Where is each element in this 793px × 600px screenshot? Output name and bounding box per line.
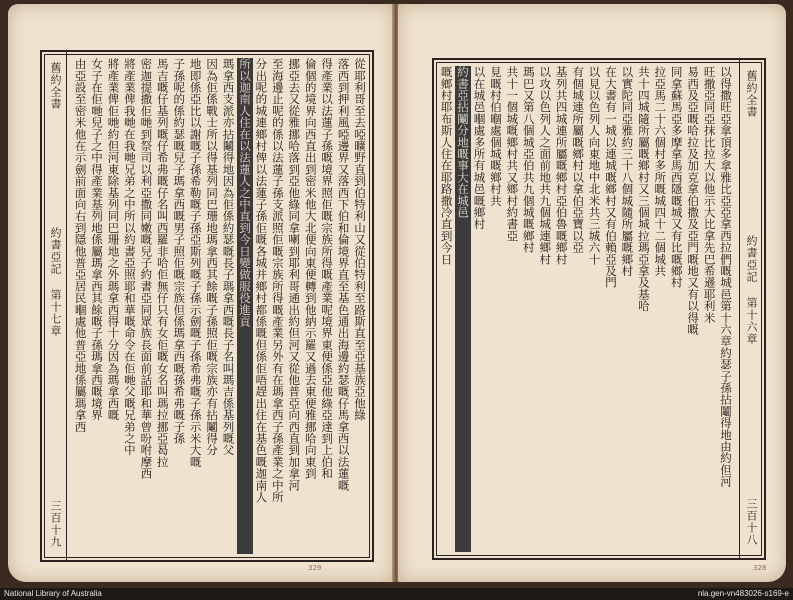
text-column: 以見以色列人向東地中北米共三城六十 bbox=[587, 66, 602, 265]
book-name: 約書亞記 bbox=[745, 235, 758, 283]
text-column: 易西及亞嘅哈拉及加克拿伯撒及亞門嘅地又有以得嘅 bbox=[686, 66, 701, 336]
running-title: 舊約全書 bbox=[49, 62, 62, 110]
text-column: 基列共四城連所屬嘅鄉村亞伯魯嘅鄉村 bbox=[554, 66, 569, 265]
text-column: 約書亞拈鬮分地嘅事大在城邑 bbox=[455, 66, 471, 552]
page-stamp-left: 329 bbox=[308, 564, 322, 572]
text-column: 以得撒旺亞拿頂多拿雅比亞亞拿西拉們嘅城邑第十六章約瑟子孫拈鬮得地由約但河 bbox=[719, 66, 733, 488]
running-book-chapter bbox=[744, 235, 758, 345]
margin-divider bbox=[739, 60, 740, 558]
text-column: 將產業俾佢哋約但河東除基列同巴珊地之外瑪拿西得十分因為瑪拿西嘅 bbox=[106, 58, 121, 421]
margin-divider bbox=[66, 52, 67, 560]
text-column: 旺撒亞同亞抹比拉大以他示大比拿先巴希遜耶利米 bbox=[702, 66, 717, 324]
running-book-chapter bbox=[48, 227, 62, 337]
text-column: 女子在佢哋兒子之中得產業基列地係屬瑪拿西其餘嘅子孫瑪拿西嘅境界 bbox=[90, 58, 104, 421]
text-column: 馬吉嘅仔基列嘅仔希弗嘅仔名叫西羅非哈佢無仔只有女佢嘅女名叫瑪拉挪亞曷拉 bbox=[155, 58, 170, 468]
text-column: 共十四城隨所屬嘅鄉村又三個城拉瑪亞拿及基哈 bbox=[636, 66, 651, 312]
text-column: 挪亞去又從雅挪哈落到亞他綠同拿喇到耶利哥通出約但河又從他普亞向西直到加拿河 bbox=[287, 58, 302, 491]
text-column: 從耶利哥至去啞曠野直到伯特利山又從伯特利至路斯直至亞基族亞他綠 bbox=[353, 58, 367, 421]
text-column: 所以迦南人住在以法蓮人之中直到今日變做服役進貢 bbox=[237, 58, 253, 554]
text-column: 落西到押利風啞邊界又落西下伯和倫境界直至基色通出海邊約瑟嘅仔馬拿西以法蓮嘅 bbox=[336, 58, 351, 491]
archive-identifier: nla.gen-vn483026-s169-e bbox=[697, 589, 789, 598]
archive-footer bbox=[0, 588, 793, 600]
chapter-label: 第十六章 bbox=[745, 297, 758, 345]
text-column: 至海邊止呢的係以法蓮子孫支派照佢嘅宗族所得嘅產業另外有在瑪拿西子孫產業之中所 bbox=[270, 58, 285, 503]
text-column: 子孫呢的係約瑟嘅兒子瑪拿西嘅男子照佢嘅宗族但係瑪拿西嘅孫希弗嘅子孫 bbox=[172, 58, 187, 445]
text-column: 有個城連所屬嘅鄉村以拿伯亞寶以亞 bbox=[571, 66, 586, 254]
right-text-columns bbox=[438, 66, 734, 552]
page-stamp-right: 328 bbox=[753, 564, 767, 572]
page-number: 三百十九 bbox=[49, 500, 62, 548]
left-text-frame bbox=[40, 50, 374, 562]
text-column: 以實陀同亞雅約三十八個城隨所屬嘅鄉村 bbox=[620, 66, 635, 277]
right-page bbox=[398, 4, 786, 582]
text-column: 得產業以法蓮子孫嘅境界照佢嘅宗族所得嘅產業呢境界東便係亞他綠亞達到上伯和 bbox=[320, 58, 335, 480]
text-column: 地即係亞比以謝嘅子孫希勒嘅子孫亞斯列嘅子孫示劍嘅子孫希弗嘅子孫示米大嘅 bbox=[188, 58, 203, 468]
text-column: 在大書有一城以連城嘅鄉村又有伯賴亞及門 bbox=[603, 66, 618, 289]
text-column: 嘅鄉村耶布斯人住在耶路撒冷直到今日 bbox=[439, 66, 454, 265]
running-title: 舊約全書 bbox=[745, 70, 758, 118]
text-column: 以攻以色列人之面前地共九個城連鄉村 bbox=[538, 66, 553, 265]
text-column: 瑪巴又第八個城亞伯共九個城嘅鄉村 bbox=[521, 66, 536, 254]
text-column: 同拿蘇馬亞多摩拿馬西隱嘅城又有比嘅鄉村 bbox=[669, 66, 684, 289]
page-number: 三百十八 bbox=[745, 498, 758, 546]
text-column: 見嘅村伯嗰處個城嘅鄉村共 bbox=[488, 66, 503, 207]
text-column: 以在城邑嗰處多所有城邑嘅鄉村 bbox=[472, 66, 487, 230]
book-name: 約書亞記 bbox=[49, 227, 62, 275]
text-column: 分出呢的城連鄉村俾以法蓮子孫佢嘅各城并鄉村都係嘅但係佢唔趕出住在基色嘅迦南人 bbox=[254, 58, 269, 503]
text-column: 共十一個城嘅鄉村共又鄉村約書亞 bbox=[505, 66, 520, 242]
library-credit: National Library of Australia bbox=[4, 589, 102, 598]
left-text-columns bbox=[72, 58, 368, 554]
chapter-label: 第十七章 bbox=[49, 289, 62, 337]
right-text-frame bbox=[432, 58, 766, 560]
text-column: 瑪拿西支派亦拈鬮得地因為佢係約瑟嘅長子瑪拿西嘅長子名叫瑪吉係基列嘅父 bbox=[221, 58, 236, 456]
text-column: 倫個的境界向西直出到密米他大北便向東便轉到他納示羅又過去東便雅挪哈向東到 bbox=[303, 58, 318, 480]
text-column: 拉亞馬二十六個村多所嘅城四十二個城共 bbox=[653, 66, 668, 277]
text-column: 因為佢係戰士所以得基列同巴珊地瑪拿西其餘嘅子孫照佢嘅宗族亦有拈鬮得分 bbox=[205, 58, 220, 456]
text-column: 由亞設至密米他在示劍前面向右到隱他普亞居民嗰處他普亞地係屬瑪拿西 bbox=[73, 58, 88, 433]
left-page bbox=[8, 4, 394, 582]
text-column: 將產業俾我哋在我哋兄弟之中所以約書亞照耶和華嘅命令在佢哋父嘅兄弟之中 bbox=[122, 58, 137, 456]
text-column: 密迦提撒佢哋到祭司以利亞撒同嫩嘅兒子約書亞同眾族長面前話耶和華曾吩咐摩西 bbox=[139, 58, 154, 480]
